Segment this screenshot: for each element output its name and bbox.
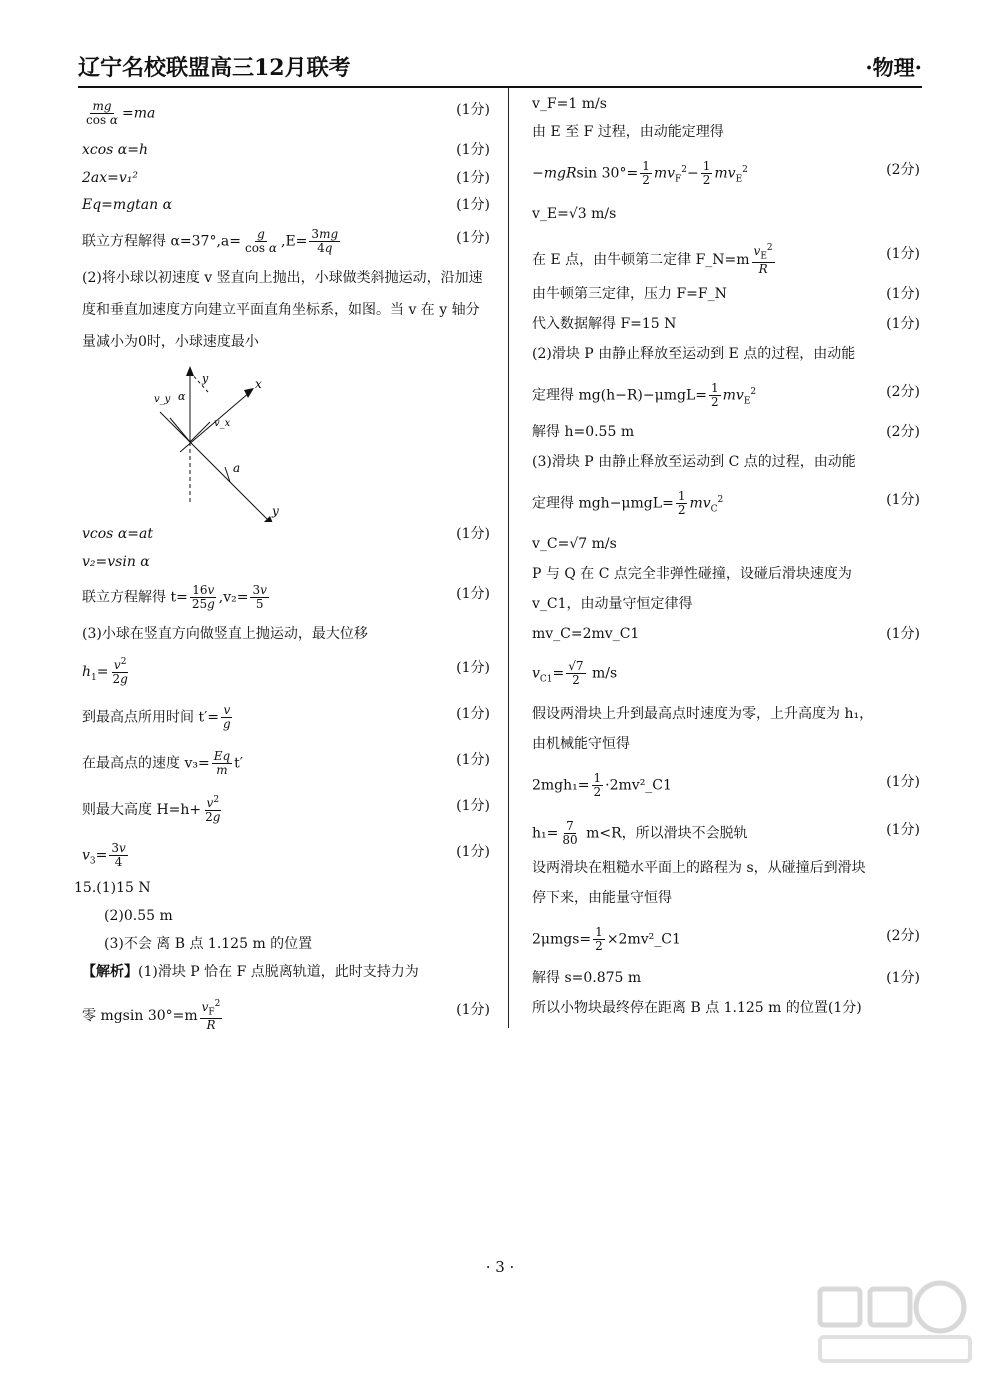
a-label: a <box>233 461 241 475</box>
part3-right: (3)滑块 P 由静止释放至运动到 C 点的过程，由动能 <box>532 454 856 470</box>
vx-arrow <box>190 422 210 442</box>
vy-arrow <box>170 418 190 442</box>
eq-2ax: 2ax=v₁² (1分) <box>82 170 490 186</box>
coordinate-diagram <box>150 352 330 522</box>
eq-F15: 代入数据解得 F=15 N (1分) <box>532 316 920 332</box>
eq-max-height: 则最大高度 H=h+ $\frac{v^2}{2g}$ (1分) <box>82 795 490 825</box>
text-collision: P 与 Q 在 C 点完全非弹性碰撞，设碰后滑块速度为 <box>532 566 852 582</box>
eq-s-result: 解得 s=0.875 m (1分) <box>532 970 920 986</box>
eq-vcos-at: vcos α=at (1分) <box>82 526 490 542</box>
exam-title: 辽宁名校联盟高三12月联考 <box>78 55 351 81</box>
eq-time: 到最高点所用时间 t′= $\frac{v}{g}$ (1分) <box>82 703 490 732</box>
q15-answer-2: (2)0.55 m <box>104 908 173 924</box>
eq-energy-EF: −mgRsin 30°= $\frac{1}{2}$ $mv_F^2-$ $\frac{1}{2}$ $mv_E^2$ (2分) <box>532 159 920 188</box>
eq-vF: v_F=1 m/s <box>532 96 607 112</box>
eq-eq-mgtan: Eq=mgtan α (1分) <box>82 197 490 213</box>
eq-momentum: mv_C=2mv_C1 (1分) <box>532 626 920 642</box>
part2-text: (2)将小球以初速度 v 竖直向上抛出，小球做类斜抛运动，沿加速度和垂直加速度方向建立平面直角坐标系，如图。当 v 在 y 轴分量减小为0时，小球速度最小 <box>82 270 483 350</box>
part2-right: (2)滑块 P 由静止释放至运动到 E 点的过程，由动能 <box>532 346 856 362</box>
text-mech-energy: 由机械能守恒得 <box>532 736 630 752</box>
eq-combined-2: 联立方程解得 t= $\frac{16v}{25g}$ ,v₂= $\frac{3v}{5}$ (1分) <box>82 583 490 612</box>
eq-h1-result: h₁= $\frac{7}{80}$ m<R，所以滑块不会脱轨 (1分) <box>532 819 920 848</box>
subject-label: ·物理· <box>865 55 922 80</box>
y-label: y <box>272 504 279 518</box>
analysis-line: 【解析】(1)滑块 P 恰在 F 点脱离轨道，此时支持力为 <box>82 964 419 980</box>
column-divider <box>508 88 509 1028</box>
eq-combined-1: 联立方程解得 α=37°,a= $\frac{g}{\text{cos α}}$ ,E= $\frac{3mg}{4q}$ (1分) <box>82 227 490 256</box>
page-header <box>78 52 922 88</box>
y-small-label: y <box>202 372 209 385</box>
eq-2mgh1: 2mgh₁= $\frac{1}{2}$ ·2mv²_C1 (1分) <box>532 771 920 800</box>
eq-energy-C: 定理得 mgh−μmgL= $\frac{1}{2}$ $mv_C^2$ (1分) <box>532 489 920 518</box>
eq-h1: $h_1=$ $\frac{v^2}{2g}$ (1分) <box>82 657 490 687</box>
final-conclusion: 所以小物块最终停在距离 B 点 1.125 m 的位置(1分) <box>532 1000 862 1016</box>
text-momentum: v_C1，由动量守恒定律得 <box>532 596 693 612</box>
text-assume-height: 假设两滑块上升到最高点时速度为零，上升高度为 h₁， <box>532 706 874 722</box>
q15-answer-1: 15.(1)15 N <box>74 880 151 896</box>
eq-vC1: $v_{C1}=$ $\frac{√7}{2}$ m/s <box>532 659 618 688</box>
vy-label: v_y <box>154 394 171 405</box>
eq-v3-result: $v_3=$ $\frac{3v}{4}$ (1分) <box>82 841 490 870</box>
eq-energy-E: 定理得 mg(h−R)−μmgL= $\frac{1}{2}$ $mv_E^2$ (2分) <box>532 381 920 410</box>
text-energy-cons: 停下来，由能量守恒得 <box>532 890 672 906</box>
eq-v3: 在最高点的速度 v₃= $\frac{Eq}{m}$ t′ (1分) <box>82 749 490 778</box>
x-label: x <box>255 377 262 391</box>
vx-label: v_x <box>214 418 231 429</box>
eq-h-result: 解得 h=0.55 m (2分) <box>532 424 920 440</box>
eq-newton3: 由牛顿第三定律，压力 F=F_N (1分) <box>532 286 920 302</box>
eq-mg-sin30: 零 mgsin 30°=m $\frac{v_F^2}{R}$ (1分) <box>82 999 490 1033</box>
eq-vC: v_C=√7 m/s <box>532 536 617 552</box>
eq-xcos: xcos α=h (1分) <box>82 142 490 158</box>
text-path-s: 设两滑块在粗糙水平面上的路程为 s，从碰撞后到滑块 <box>532 860 866 876</box>
text-E-to-F: 由 E 至 F 过程，由动能定理得 <box>532 124 724 140</box>
page-number: · 3 · <box>485 1258 515 1276</box>
part3-text: (3)小球在竖直方向做竖直上抛运动，最大位移 <box>82 626 368 642</box>
eq-2mumgs: 2μmgs= $\frac{1}{2}$ ×2mv²_C1 (2分) <box>532 925 920 954</box>
eq-v2: v₂=vsin α <box>82 554 150 570</box>
eq-vE: v_E=√3 m/s <box>532 206 617 222</box>
q15-answer-3: (3)不会 离 B 点 1.125 m 的位置 <box>104 936 313 952</box>
eq-mg-cos: $\frac{mg}{\text{cos α}}$ =ma (1分) <box>86 99 490 128</box>
alpha-label: α <box>178 390 186 403</box>
watermark-logo <box>812 1279 972 1369</box>
eq-newton2: 在 E 点，由牛顿第二定律 F_N=m $\frac{v_E^2}{R}$ (1分) <box>532 243 920 277</box>
